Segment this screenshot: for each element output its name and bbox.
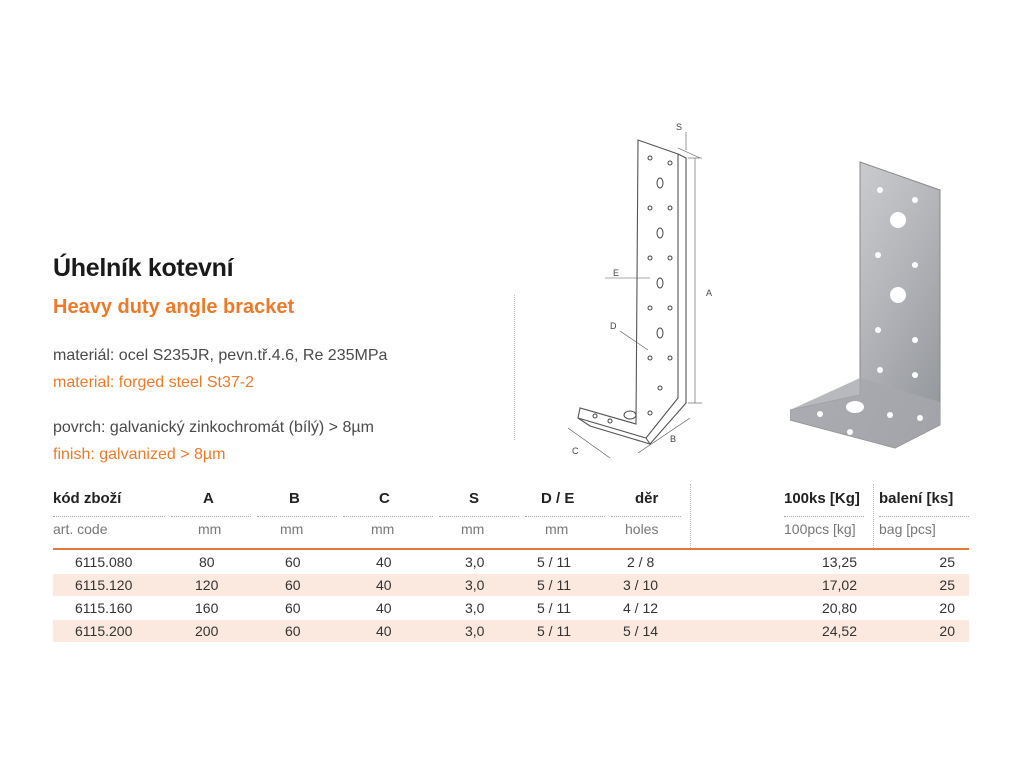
cell-b: 60 <box>285 577 301 593</box>
header-de-unit: mm <box>545 521 569 537</box>
separator <box>514 295 515 440</box>
cell-holes: 4 / 12 <box>623 600 659 616</box>
spec-table <box>53 484 969 639</box>
cell-s: 3,0 <box>465 600 485 616</box>
table-header <box>53 484 969 548</box>
cell-c: 40 <box>376 600 392 616</box>
cell-a: 200 <box>195 623 219 639</box>
finish-en: finish: galvanized > 8µm <box>53 446 226 463</box>
header-s-unit: mm <box>461 521 485 537</box>
finish-cz: povrch: galvanický zinkochromát (bílý) > 8µm <box>53 419 374 436</box>
header-s: S <box>469 490 480 507</box>
cell-b: 60 <box>285 623 301 639</box>
cell-c: 40 <box>376 554 392 570</box>
cell-a: 120 <box>195 577 219 593</box>
cell-b: 60 <box>285 600 301 616</box>
header-b: B <box>289 490 300 507</box>
header-code-cz: kód zboží <box>53 490 122 507</box>
table-row <box>53 574 969 596</box>
cell-code: 6115.120 <box>75 577 133 593</box>
label-a: A <box>706 288 713 298</box>
label-e: E <box>613 268 620 278</box>
header-weight-en: 100pcs [kg] <box>784 521 856 537</box>
header-code-en: art. code <box>53 521 108 537</box>
cell-a: 160 <box>195 600 219 616</box>
header-holes: děr <box>635 490 659 507</box>
cell-pack: 20 <box>939 623 955 639</box>
cell-code: 6115.200 <box>75 623 133 639</box>
header-c-unit: mm <box>371 521 395 537</box>
cell-de: 5 / 11 <box>537 554 571 570</box>
cell-b: 60 <box>285 554 301 570</box>
technical-drawing <box>550 118 750 468</box>
cell-pack: 25 <box>939 554 955 570</box>
header-a-unit: mm <box>198 521 222 537</box>
product-title-en: Heavy duty angle bracket <box>53 296 295 318</box>
cell-s: 3,0 <box>465 623 485 639</box>
header-pack-cz: balení [ks] <box>879 490 954 507</box>
cell-holes: 5 / 14 <box>623 623 659 639</box>
table-row <box>53 597 969 619</box>
material-cz: materiál: ocel S235JR, pevn.tř.4.6, Re 235MPa <box>53 347 388 364</box>
table-row <box>53 620 969 642</box>
cell-code: 6115.080 <box>75 554 133 570</box>
cell-de: 5 / 11 <box>537 577 571 593</box>
cell-holes: 3 / 10 <box>623 577 659 593</box>
label-c: C <box>572 446 579 456</box>
header-rule <box>53 548 969 550</box>
cell-weight: 13,25 <box>821 554 857 570</box>
label-d: D <box>610 321 617 331</box>
cell-weight: 17,02 <box>821 577 857 593</box>
header-a: A <box>203 490 214 507</box>
header-c: C <box>379 490 390 507</box>
cell-s: 3,0 <box>465 577 485 593</box>
cell-c: 40 <box>376 623 392 639</box>
header-holes-unit: holes <box>625 521 659 537</box>
product-title: Úhelník kotevní <box>53 254 234 282</box>
cell-de: 5 / 11 <box>537 623 571 639</box>
cell-weight: 20,80 <box>821 600 857 616</box>
cell-holes: 2 / 8 <box>627 554 655 570</box>
label-b: B <box>670 434 677 444</box>
label-s: S <box>676 122 683 132</box>
cell-a: 80 <box>199 554 215 570</box>
cell-code: 6115.160 <box>75 600 133 616</box>
header-b-unit: mm <box>280 521 304 537</box>
cell-pack: 25 <box>939 577 955 593</box>
cell-de: 5 / 11 <box>537 600 571 616</box>
cell-pack: 20 <box>939 600 955 616</box>
product-photo <box>790 160 950 450</box>
cell-s: 3,0 <box>465 554 485 570</box>
header-de: D / E <box>541 490 575 507</box>
cell-c: 40 <box>376 577 392 593</box>
header-pack-en: bag [pcs] <box>879 521 936 537</box>
cell-weight: 24,52 <box>821 623 857 639</box>
material-en: material: forged steel St37-2 <box>53 374 254 391</box>
header-weight-cz: 100ks [Kg] <box>784 490 860 507</box>
table-row <box>53 551 969 573</box>
